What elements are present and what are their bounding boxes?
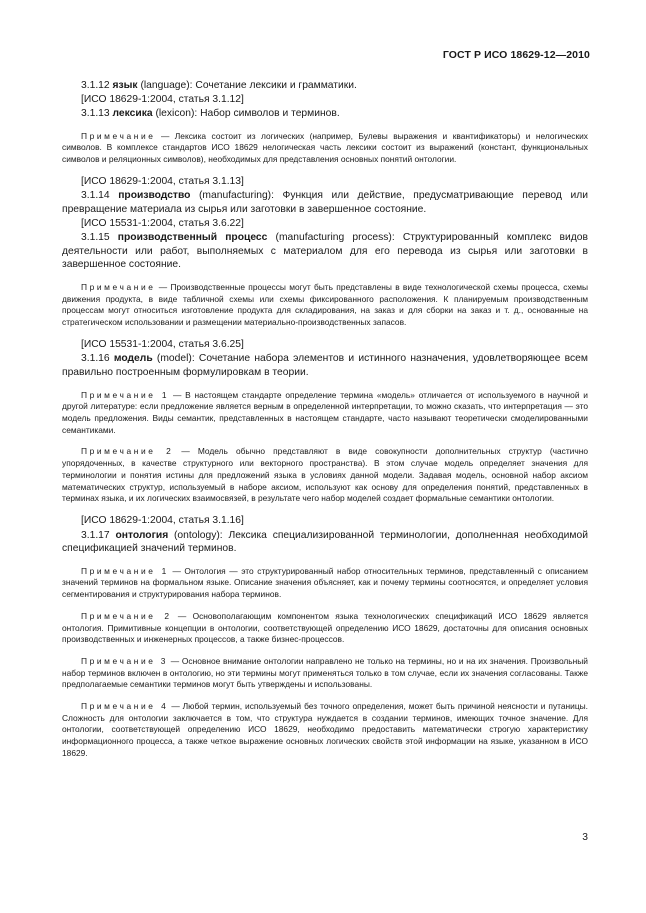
source-reference: [ИСО 18629-1:2004, статья 3.1.13] — [81, 175, 244, 187]
definition-text: (ontology): Лексика специализированной терминологии, дополненная необходимой спецификацией значений терминов. — [62, 529, 588, 555]
definition-text: (manufacturing): Функция или действие, предусматривающие перевод или превращение материала из сырья или заготовки в завершенное состояние. — [62, 190, 588, 216]
note — [62, 656, 588, 691]
standard-code-header: ГОСТ Р ИСО 18629-12—2010 — [442, 49, 590, 61]
definition-3-1-13 — [62, 107, 588, 121]
definition-text: (language): Сочетание лексики и грамматики. — [137, 80, 357, 91]
note-label: Примечание 1 — [81, 389, 170, 400]
entry-number: 3.1.17 — [81, 529, 110, 541]
note — [62, 131, 588, 166]
entry-number: 3.1.12 — [81, 80, 110, 91]
note-text: — Модель обычно представляют в виде совокупности дополнительных структур (частично упорядоченных, в качестве структурного или векторного пространства). В этом случае модель определяет значения для терминологии и понятия истины для предложений языка в условиях данной модели. Задавая модель, основной набор аксиом математических структур, используемый в наборе аксиом, используют как основу для определения понятий, представленных в терминах языка, и их логических взаимосвязей, в результате чего набор моделей создает формальные семантики онтологии. — [62, 446, 588, 504]
definition-3-1-14 — [62, 189, 588, 216]
source-reference: [ИСО 15531-1:2004, статья 3.6.25] — [81, 338, 244, 350]
note-text: — Основное внимание онтологии направлено не только на термины, но и на их значения. Произвольный набор терминов включен в онтологию, но эти термины могут применяться только в том случае, если их значения согласованы. Также предполагаемые семантики терминов могут быть утверждены и использованы. — [62, 655, 588, 690]
note-text: — Лексика состоит из логических (например, Булевы выражения и квантификаторы) и нелогических символов. В комплексе стандартов ИСО 18629 нелогическая часть лексики состоит из выражений (констант, функциональных символов и реляционных символов), необходимых для представления основных понятий онтологии. — [62, 130, 588, 165]
note — [62, 566, 588, 601]
term: производственный процесс — [117, 232, 268, 244]
term: модель — [113, 353, 153, 365]
note-text: — Производственные процессы могут быть представлены в виде технологической схемы процесса, схемы движения продукта, в виде табличной схемы или схемы фиксированного расположения. К планируемым производственным процессам могут относиться изготовление продукта для складирования, на заказ и для сборки на заказ и т. д., основанные на стратегическом использовании и размещении материально-производственных запасов. — [62, 282, 588, 328]
definition-3-1-12 — [62, 79, 588, 93]
note-label: Примечание 2 — [81, 610, 172, 621]
note-text: — Онтология — это структурированный набор относительных терминов, представленный с описанием значений терминов на формальном языке. Описание значения объясняет, как и почему термины соотносятся, и определяет условия сегментирования и структурирования набора терминов. — [62, 565, 588, 600]
term: онтология — [115, 529, 169, 541]
source-reference: [ИСО 18629-1:2004, статья 3.1.12] — [81, 93, 244, 105]
page-number: 3 — [582, 832, 588, 843]
entry-number: 3.1.16 — [81, 353, 110, 365]
note — [62, 282, 588, 329]
entry-number: 3.1.15 — [81, 232, 110, 244]
definition-3-1-15 — [62, 231, 588, 272]
definition-3-1-16 — [62, 352, 588, 379]
definition-text: (model): Сочетание набора элементов и истинного назначения, удовлетворяющее всем правильно построенным формулировкам в теории. — [62, 353, 588, 379]
note-label: Примечание 2 — [81, 446, 174, 457]
definition-text: (manufacturing process): Структурированный комплекс видов деятельности или работ, выполняемых с материалом для его перевода из сырья или заготовки в завершенное состояние. — [62, 232, 588, 271]
term: лексика — [112, 108, 153, 120]
note — [62, 446, 588, 505]
note-label: Примечание 4 — [81, 701, 169, 712]
source-reference: [ИСО 18629-1:2004, статья 3.1.16] — [81, 514, 244, 526]
note-text: — Основополагающим компонентом языка технологических спецификаций ИСО 18629 является онтология. Примитивные концепции в онтологии, соответствующей определению ИСО 18629, достаточны для описания основных производственных и инженерных процессов, а также бизнес-процессов. — [62, 610, 588, 645]
note-label: Примечание 3 — [81, 655, 169, 666]
note — [62, 701, 588, 760]
note — [62, 611, 588, 646]
definition-3-1-17 — [62, 529, 588, 556]
entry-number: 3.1.13 — [81, 108, 110, 120]
entry-number: 3.1.14 — [81, 190, 110, 202]
note-label: Примечание 1 — [81, 565, 169, 576]
term: производство — [118, 190, 191, 202]
note — [62, 390, 588, 437]
note-label: Примечание — [81, 282, 156, 293]
definition-text: (lexicon): Набор символов и терминов. — [152, 108, 340, 120]
note-label: Примечание — [81, 130, 156, 141]
source-reference: [ИСО 15531-1:2004, статья 3.6.22] — [81, 217, 244, 229]
note-text: — В настоящем стандарте определение термина «модель» отличается от используемого в научной и другой литературе: если предложение является верным в определенной интерпретации, то можно сказать, что интерпретация — это модель предложения. Виды семантик, представленных в настоящем стандарте, часто называют теоретически смоделированными семантиками. — [62, 389, 588, 435]
note-text: — Любой термин, используемый без точного определения, может быть причиной неясности и путаницы. Сложность для онтологии заключается в том, что структура нуждается в создании терминов, имеющих точное значение. Для онтологии, соответствующей определению ИСО 18629, необходимо предоставить математически строгую характеристику информационного процесса, а также четкое выражение основных логических свойств этой информации на языке, указанном в ИСО 18629. — [62, 701, 588, 758]
document-body — [62, 78, 588, 769]
term: язык — [112, 80, 138, 91]
